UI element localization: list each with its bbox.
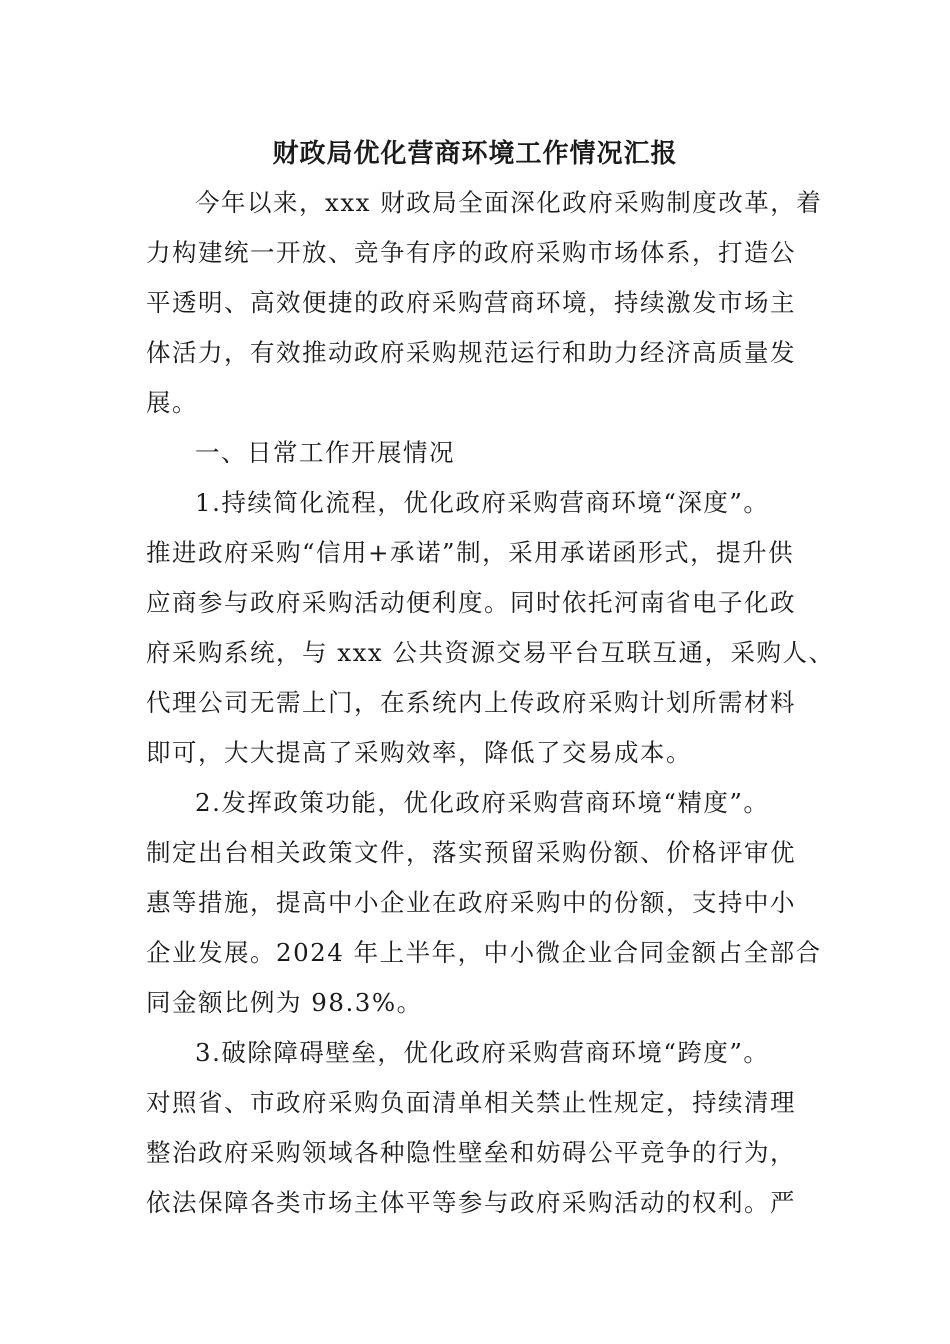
body-line: 府采购系统，与 xxx 公共资源交易平台互联互通，采购人、	[146, 638, 835, 667]
body-line: 整治政府采购领域各种隐性壁垒和妨碍公平竞争的行为，	[146, 1138, 796, 1167]
body-line: 展。	[146, 388, 198, 417]
section-heading: 一、日常工作开展情况	[195, 438, 455, 467]
body-line: 制定出台相关政策文件，落实预留采购份额、价格评审优	[146, 838, 796, 867]
body-line: 推进政府采购“信用+承诺”制，采用承诺函形式，提升供	[146, 538, 795, 567]
document-body	[146, 178, 835, 1228]
subsection-heading: 3.破除障碍壁垒，优化政府采购营商环境“跨度”。	[195, 1038, 770, 1067]
document-title: 财政局优化营商环境工作情况汇报	[272, 139, 678, 169]
subsection-heading: 1.持续简化流程，优化政府采购营商环境“深度”。	[195, 488, 770, 517]
body-line: 对照省、市政府采购负面清单相关禁止性规定，持续清理	[146, 1088, 796, 1117]
body-line: 同金额比例为 98.3%。	[146, 988, 423, 1017]
body-line: 应商参与政府采购活动便利度。同时依托河南省电子化政	[146, 588, 796, 617]
body-line: 今年以来，xxx 财政局全面深化政府采购制度改革，着	[195, 188, 823, 217]
body-line: 代理公司无需上门，在系统内上传政府采购计划所需材料	[146, 688, 796, 717]
body-line: 惠等措施，提高中小企业在政府采购中的份额，支持中小	[146, 888, 796, 917]
body-line: 平透明、高效便捷的政府采购营商环境，持续激发市场主	[146, 288, 796, 317]
body-line: 依法保障各类市场主体平等参与政府采购活动的权利。严	[146, 1188, 796, 1217]
body-line: 体活力，有效推动政府采购规范运行和助力经济高质量发	[146, 338, 796, 367]
subsection-heading: 2.发挥政策功能，优化政府采购营商环境“精度”。	[195, 788, 770, 817]
body-line: 即可，大大提高了采购效率，降低了交易成本。	[146, 738, 692, 767]
body-line: 企业发展。2024 年上半年，中小微企业合同金额占全部合	[146, 938, 822, 967]
body-line: 力构建统一开放、竞争有序的政府采购市场体系，打造公	[146, 238, 796, 267]
